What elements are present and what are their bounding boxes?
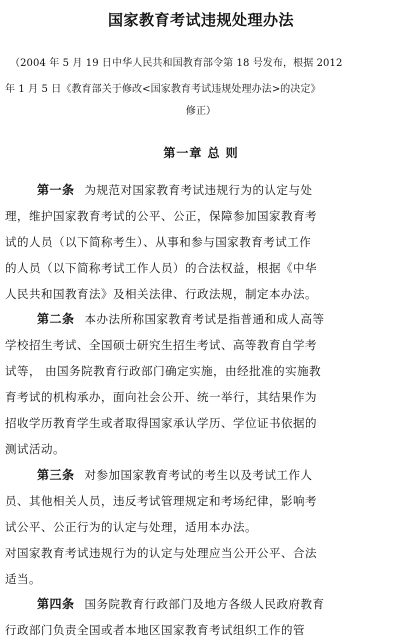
document-title: 国家教育考试违规处理办法 <box>107 11 294 29</box>
document-note-line: （2004 年 5 月 19 日中华人民共和国教育部令第 18 号发布，根据 2012 <box>10 58 343 69</box>
article-2-line <box>5 311 399 327</box>
article-1-label: 第一条 <box>37 183 75 197</box>
article-2-line: 育考试的机构承办，面向社会公开、统一举行，其结果作为 <box>5 390 317 404</box>
article-4-label: 第四条 <box>37 597 75 611</box>
article-3-text: 对参加国家教育考试的考生以及考试工作人 <box>84 468 313 482</box>
article-1-line: 的人员（以下简称考试工作人员）的合法权益，根据《中华 <box>5 261 317 275</box>
document-note-line: 年 1 月 5 日《教育部关于修改<国家教育考试违规处理办法>的决定》 <box>5 84 321 95</box>
article-2-line: 试等， 由国务院教育行政部门确定实施，由经批准的实施教 <box>5 364 322 378</box>
article-3-line: 员、其他相关人员，违反考试管理规定和考场纪律，影响考 <box>5 494 317 508</box>
article-3-line: 对国家教育考试违规行为的认定与处理应当公开公平、合法 <box>5 546 317 560</box>
article-2-text: 本办法所称国家教育考试是指普通和成人高等 <box>84 312 325 326</box>
document-note-line: 修正） <box>185 106 217 117</box>
article-1-text: 为规范对国家教育考试违规行为的认定与处 <box>84 183 313 197</box>
article-2-line: 招收学历教育学生或者取得国家承认学历、学位证书依据的 <box>5 416 317 430</box>
article-3-line <box>5 467 399 483</box>
article-4-line <box>5 596 399 612</box>
article-2-line: 测试活动。 <box>5 442 65 456</box>
article-1-line <box>5 182 399 198</box>
article-2-line: 学校招生考试、全国硕士研究生招生考试、高等教育自学考 <box>5 338 317 352</box>
chapter-heading: 第一章 总 则 <box>163 146 239 160</box>
article-4-text: 国务院教育行政部门及地方各级人民政府教育 <box>84 597 325 611</box>
article-1-line: 人民共和国教育法》及相关法律、行政法规，制定本办法。 <box>5 287 317 301</box>
article-3-line: 试公平、公正行为的认定与处理，适用本办法。 <box>5 520 257 534</box>
article-3-line: 适当。 <box>5 572 41 586</box>
article-4-line: 行政部门负责全国或者本地区国家教育考试组织工作的管 <box>5 623 305 637</box>
article-2-label: 第二条 <box>37 312 75 326</box>
article-3-label: 第三条 <box>37 468 75 482</box>
article-1-line: 试的人员（以下简称考生）、从事和参与国家教育考试工作 <box>5 235 312 249</box>
article-1-line: 理，维护国家教育考试的公平、公正，保障参加国家教育考 <box>5 209 317 223</box>
